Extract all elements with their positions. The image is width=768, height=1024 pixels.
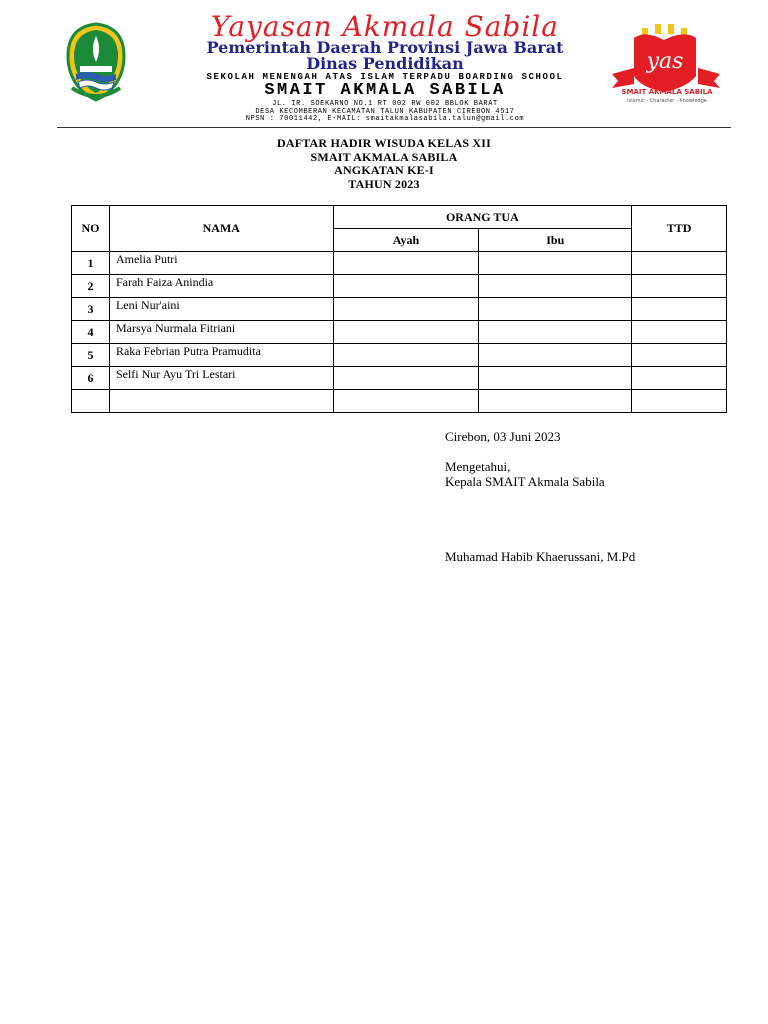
header-signature: TTD: [632, 206, 727, 252]
row-number: 1: [72, 252, 110, 275]
address-line-1: JL. IR. SOEKARNO NO.1 RT 002 RW 002 BBLOK BARAT: [272, 100, 498, 108]
header-father: Ayah: [333, 229, 479, 252]
father-signature-cell: [333, 390, 479, 413]
row-number: [72, 390, 110, 413]
row-number: 6: [72, 367, 110, 390]
header-parents: ORANG TUA: [333, 206, 632, 229]
table-row: [72, 390, 727, 413]
row-number: 2: [72, 275, 110, 298]
father-signature-cell: [333, 298, 479, 321]
mother-signature-cell: [479, 252, 632, 275]
row-number: 5: [72, 344, 110, 367]
row-number: 3: [72, 298, 110, 321]
student-name: [109, 390, 333, 413]
department-name: Dinas Pendidikan: [306, 54, 464, 73]
mother-signature-cell: [479, 321, 632, 344]
father-signature-cell: [333, 367, 479, 390]
header-name: NAMA: [109, 206, 333, 252]
address-line-3: NPSN : 70011442, E-MAIL: smaitakmalasabila.talun@gmail.com: [245, 115, 525, 123]
signatory-position: Kepala SMAIT Akmala Sabila: [445, 474, 605, 489]
document-subtitle-batch: ANGKATAN KE-I: [334, 163, 434, 177]
signature-cell: [632, 321, 727, 344]
mother-signature-cell: [479, 298, 632, 321]
document-subtitle-year: TAHUN 2023: [348, 177, 420, 191]
table-row: [72, 321, 727, 344]
father-signature-cell: [333, 275, 479, 298]
mother-signature-cell: [479, 367, 632, 390]
government-name: Pemerintah Daerah Provinsi Jawa Barat: [206, 38, 564, 57]
west-java-crest-logo: [64, 22, 128, 102]
document-title: DAFTAR HADIR WISUDA KELAS XII: [276, 136, 492, 150]
signature-cell: [632, 252, 727, 275]
student-name: Raka Febrian Putra Pramudita: [109, 344, 333, 367]
acknowledged-label: Mengetahui,: [445, 459, 511, 474]
header-no: NO: [72, 206, 110, 252]
school-name: SMAIT AKMALA SABILA: [264, 81, 506, 100]
yas-logo-tagline: Islamic - Character - Knowledge: [627, 98, 707, 104]
signature-cell: [632, 367, 727, 390]
signature-cell: [632, 390, 727, 413]
student-name: Marsya Nurmala Fitriani: [109, 321, 333, 344]
document-subtitle-school: SMAIT AKMALA SABILA: [310, 150, 458, 164]
foundation-name: Yayasan Akmala Sabila: [211, 10, 559, 43]
student-name: Amelia Putri: [109, 252, 333, 275]
table-row: [72, 367, 727, 390]
header-mother: Ibu: [479, 229, 632, 252]
mother-signature-cell: [479, 344, 632, 367]
table-row: [72, 344, 727, 367]
student-name: Selfi Nur Ayu Tri Lestari: [109, 367, 333, 390]
yas-logo-caption: SMAIT AKMALA SABILA: [621, 88, 713, 96]
student-name: Leni Nur'aini: [109, 298, 333, 321]
table-row: [72, 275, 727, 298]
place-date: Cirebon, 03 Juni 2023: [445, 429, 561, 444]
table-row: [72, 252, 727, 275]
student-name: Farah Faiza Anindia: [109, 275, 333, 298]
father-signature-cell: [333, 321, 479, 344]
signature-cell: [632, 275, 727, 298]
row-number: 4: [72, 321, 110, 344]
signatory-name: Muhamad Habib Khaerussani, M.Pd: [445, 549, 636, 564]
father-signature-cell: [333, 252, 479, 275]
letterhead-divider: [57, 127, 731, 128]
yas-logo-text: yas: [646, 49, 684, 74]
attendance-table: [71, 205, 727, 413]
father-signature-cell: [333, 344, 479, 367]
table-row: [72, 298, 727, 321]
address-line-2: DESA KECOMBERAN KECAMATAN TALUN KABUPATEN CIREBON 4517: [255, 108, 515, 116]
mother-signature-cell: [479, 390, 632, 413]
school-type: SEKOLAH MENENGAH ATAS ISLAM TERPADU BOARDING SCHOOL: [206, 72, 564, 82]
signature-cell: [632, 344, 727, 367]
signature-cell: [632, 298, 727, 321]
mother-signature-cell: [479, 275, 632, 298]
